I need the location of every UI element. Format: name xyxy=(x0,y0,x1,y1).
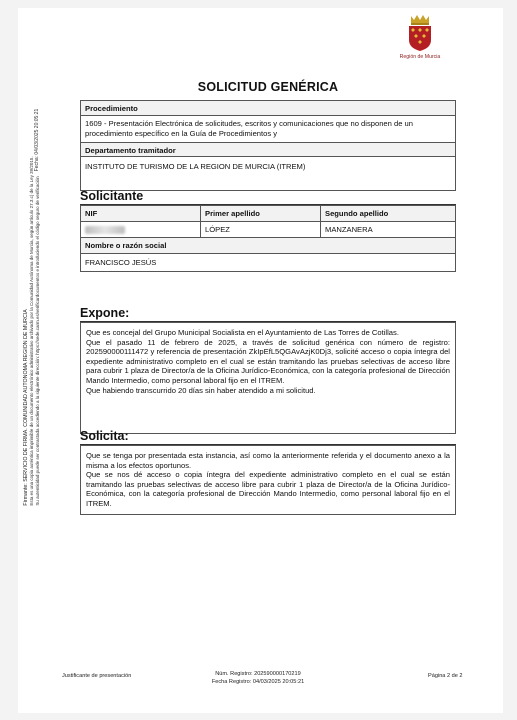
primer-apellido-value: LÓPEZ xyxy=(201,222,321,238)
page-number: Página 2 de 2 xyxy=(428,673,463,679)
expone-paragraph-1: Que es concejal del Grupo Municipal Socialista en el Ayuntamiento de Las Torres de Cotillas. xyxy=(86,328,399,337)
document-page xyxy=(18,8,503,713)
footer-left: Justificante de presentación xyxy=(62,673,132,679)
departamento-value: INSTITUTO DE TURISMO DE LA REGION DE MURCIA (ITREM) xyxy=(85,162,306,171)
nombre-label: Nombre o razón social xyxy=(81,238,456,254)
side-copy-line: Esta es una copia auténtica imprimible de un documento electrónico administrativo archivado por la Comunidad Autónoma de Murcia, según artículo 27.3.c) de la Ley 39/2015. xyxy=(29,156,35,506)
solicitante-table xyxy=(80,205,456,272)
solicita-paragraph-2: Que se nos dé acceso o copia íntegra del expediente administrativo completo en el cual se están tramitando las pruebas selectivas de acceso libre para cubrir 1 plaza de Director/a de la Oficina Jurídico-Económica, con la categoría profesional de Dirección Mando Intermedio, como personal laboral fijo en el ITREM. xyxy=(86,470,450,508)
region-murcia-logo xyxy=(390,12,450,72)
expone-box xyxy=(80,322,456,434)
nif-value xyxy=(81,222,201,238)
solicita-box xyxy=(80,445,456,515)
expone-paragraph-3: Que habiendo transcurrido 20 días sin haber atendido a mi solicitud. xyxy=(86,385,316,395)
segundo-apellido-value: MANZANERA xyxy=(321,222,456,238)
primer-apellido-label: Primer apellido xyxy=(201,206,321,222)
expone-paragraph-2: Que el pasado 11 de febrero de 2025, a través de solicitud genérica con número de registro: 202590000111472 y referencia de presentación ZkIpEfL5QGAvAzjK0Dj3, solicité acceso o copia íntegra del expediente administrativo completo en el cual se están tramitando las pruebas selectivas de acceso libre para cubrir 1 plaza de Director/a de la Oficina Jurídico-Económica, con la categoría profesional de Dirección Mando Intermedio, como personal laboral fijo en el ITREM. xyxy=(86,337,450,385)
footer-registro xyxy=(198,670,318,686)
nif-label: NIF xyxy=(81,206,201,222)
coat-of-arms-icon xyxy=(405,12,435,52)
side-date: Fecha: 04/03/2025 20:05:21 xyxy=(34,108,40,172)
segundo-apellido-label: Segundo apellido xyxy=(321,206,456,222)
solicitante-heading: Solicitante xyxy=(80,189,144,203)
procedimiento-label: Procedimiento xyxy=(81,101,455,116)
procedimiento-box xyxy=(80,100,456,191)
nombre-value: FRANCISCO JESÚS xyxy=(81,254,456,272)
registro-number: Núm. Registro: 202590000170219 xyxy=(215,671,301,677)
procedimiento-value: 1609 - Presentación Electrónica de solicitudes, escritos y comunicaciones que no disponen de un procedimiento específico en la Guía de Procedimientos y xyxy=(85,119,413,138)
side-signer-line: Firmante: SERVICIO DE FIRMA. COMUNIDAD AUTONOMA REGION DE MURCIA xyxy=(22,309,29,506)
redacted-nif xyxy=(85,226,125,234)
solicita-heading: Solicita: xyxy=(80,429,129,443)
side-verify-line: Su autenticidad puede ser contrastada accediendo a la siguiente dirección: https://sede.carm.es/verificardocumentos e introduciendo el código seguro de verificación xyxy=(34,176,40,506)
solicita-paragraph-1: Que se tenga por presentada esta instancia, así como la anteriormente referida y el documento anexo a la misma a los efectos oportunos. xyxy=(86,451,450,470)
departamento-label: Departamento tramitador xyxy=(81,142,455,157)
solicitante-box xyxy=(80,205,456,275)
logo-caption: Región de Murcia xyxy=(399,54,441,60)
expone-heading: Expone: xyxy=(80,306,130,320)
registro-date: Fecha Registro: 04/03/2025 20:05:21 xyxy=(211,679,305,685)
document-title: SOLICITUD GENÉRICA xyxy=(197,80,339,94)
